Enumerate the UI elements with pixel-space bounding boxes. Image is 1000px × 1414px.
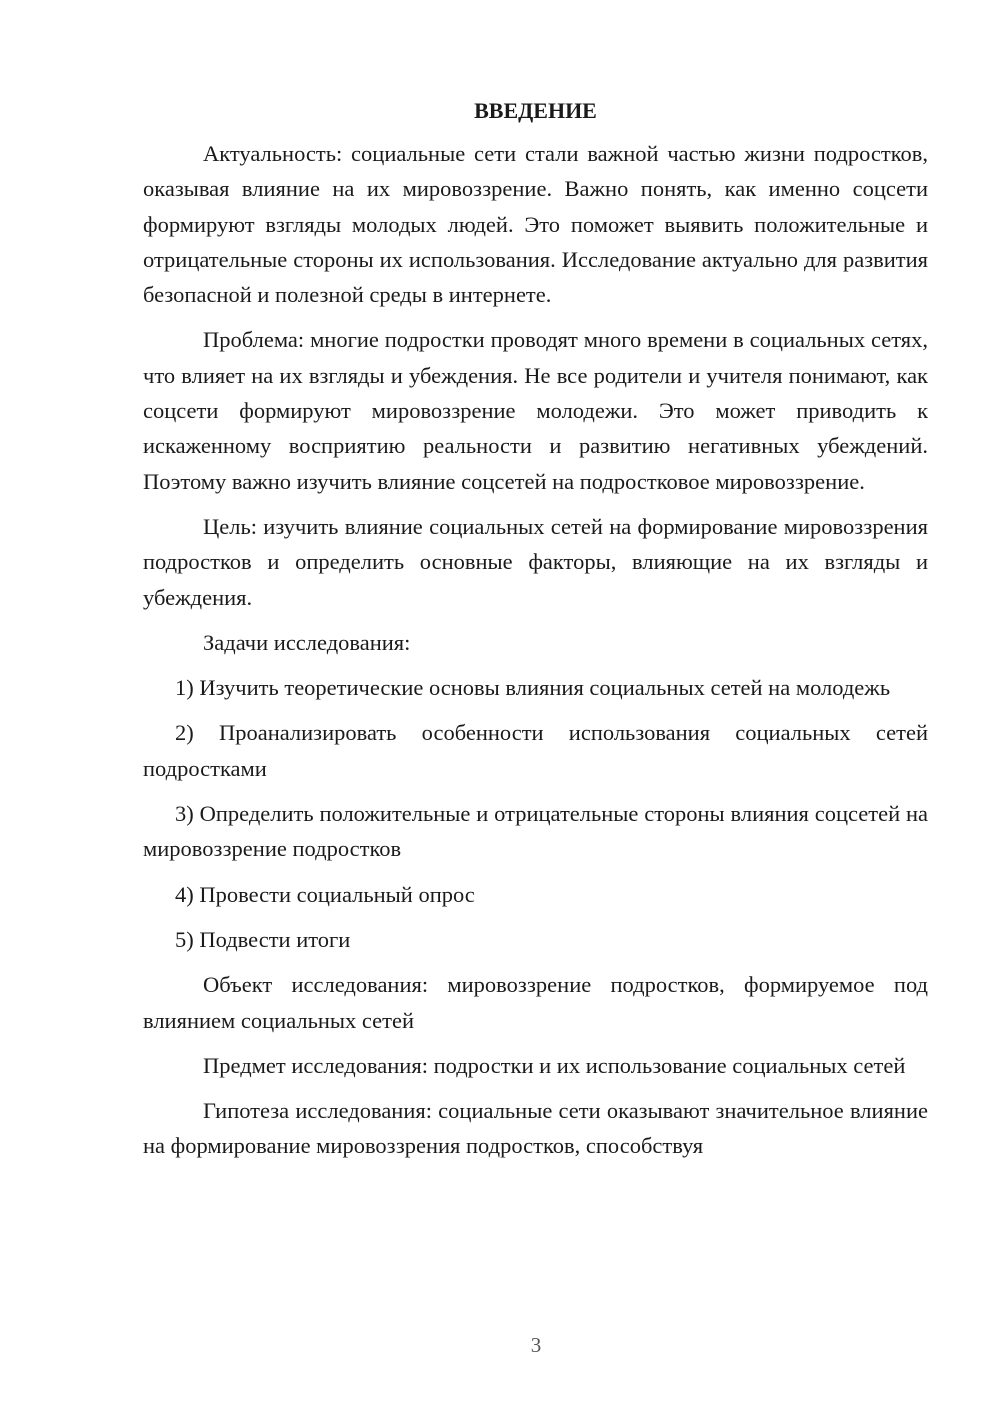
- document-page: [143, 96, 928, 1174]
- tasks-heading: Задачи исследования:: [203, 629, 411, 655]
- page-title: ВВЕДЕНИЕ: [474, 98, 597, 123]
- task-item-1: 1) Изучить теоретические основы влияния социальных сетей на молодежь: [175, 675, 891, 701]
- task-item-5: 5) Подвести итоги: [175, 926, 351, 952]
- paragraph-relevance: Актуальность: социальные сети стали важной частью жизни подростков, оказывая влияние на их мировоззрение. Важно понять, как именно соцсети формируют взгляды молодых людей. Это поможет выявить положительные и отрицательные стороны их использования. Исследование актуально для развития безопасной и полезной среды в интернете.: [143, 141, 928, 308]
- paragraph-problem: Проблема: многие подростки проводят много времени в социальных сетях, что влияет на их взгляды и убеждения. Не все родители и учителя понимают, как соцсети формируют мировоззрение молодежи. Это может приводить к искаженному восприятию реальности и развитию негативных убеждений. Поэтому важно изучить влияние соцсетей на подростковое мировоззрение.: [143, 327, 928, 494]
- paragraph-hypothesis: Гипотеза исследования: социальные сети оказывают значительное влияние на формирование мировоззрения подростков, способствуя: [143, 1098, 928, 1159]
- page-number: 3: [530, 1333, 542, 1357]
- task-item-3: 3) Определить положительные и отрицательные стороны влияния соцсетей на мировоззрение подростков: [143, 801, 928, 862]
- paragraph-subject: Предмет исследования: подростки и их использование социальных сетей: [203, 1052, 906, 1078]
- task-item-4: 4) Провести социальный опрос: [175, 881, 475, 907]
- task-item-2: 2) Проанализировать особенности использования социальных сетей подростками: [143, 720, 928, 781]
- paragraph-object: Объект исследования: мировоззрение подростков, формируемое под влиянием социальных сетей: [143, 972, 928, 1033]
- paragraph-goal: Цель: изучить влияние социальных сетей на формирование мировоззрения подростков и определить основные факторы, влияющие на их взгляды и убеждения.: [143, 513, 928, 610]
